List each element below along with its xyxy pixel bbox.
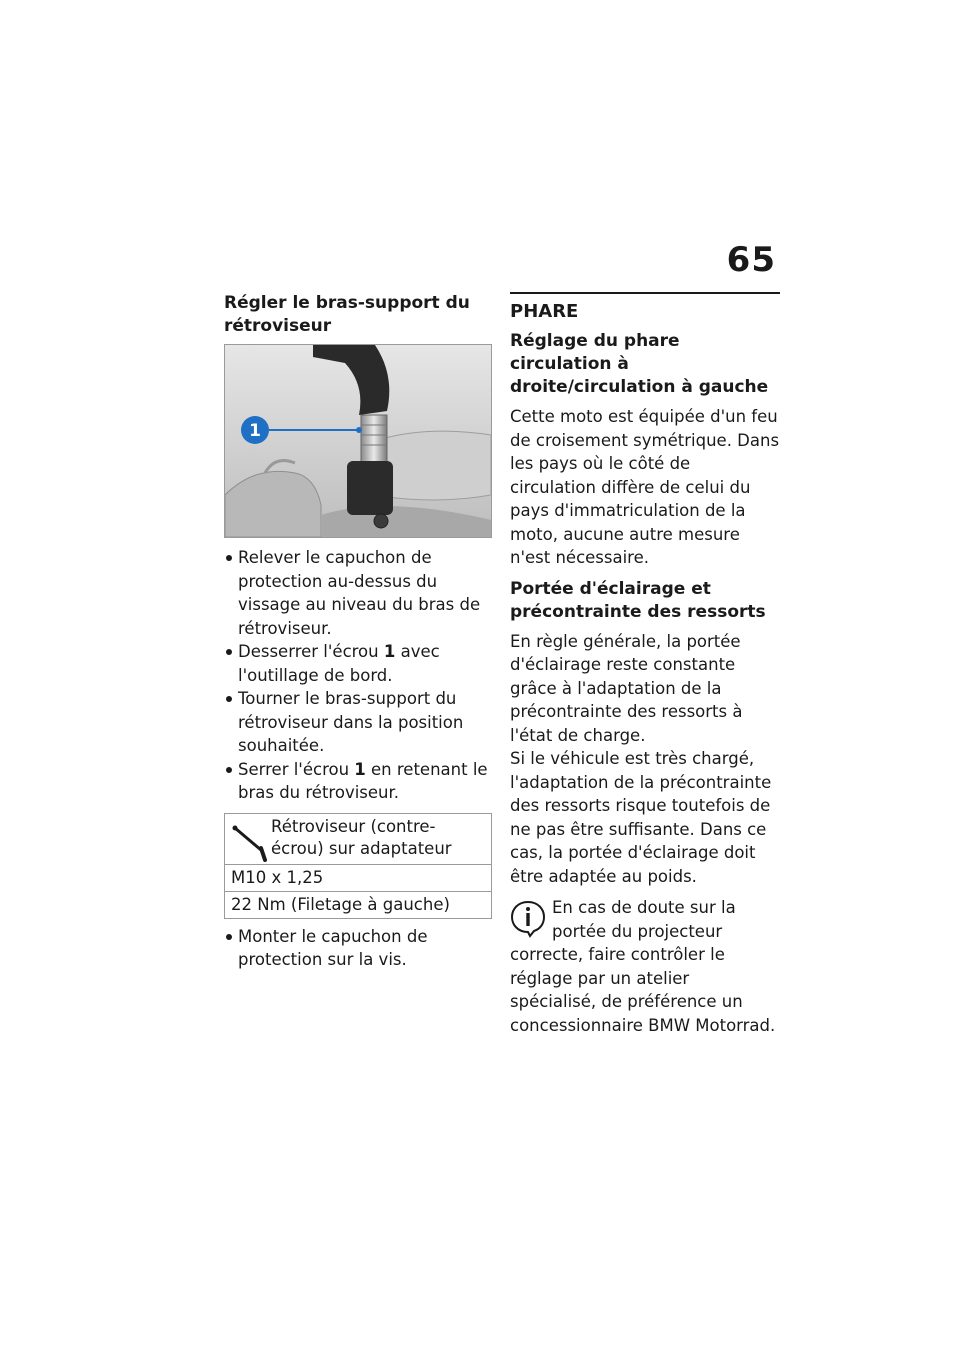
left-column	[224, 292, 492, 980]
mirror-final-step	[224, 925, 492, 972]
list-item: Serrer l'écrou 1 en retenant le bras du rétroviseur.	[224, 758, 492, 805]
right-column	[510, 292, 780, 1037]
beam-range-body-2: Si le véhicule est très chargé, l'adaptation de la précontrainte des ressorts risque toutefois de ne pas être suffisante. Dans ce cas, la portée d'éclairage doit être adaptée au poids.	[510, 749, 772, 886]
headlight-adjust-body: Cette moto est équipée d'un feu de croisement symétrique. Dans les pays où le côté de circulation diffère de celui du pays d'immatriculation de la moto, aucune autre mesure n'est nécessaire.	[510, 407, 780, 567]
mirror-arm-illustration	[225, 345, 491, 537]
beam-range-heading: Portée d'éclairage et précontrainte des ressorts	[510, 578, 766, 622]
note-text: En cas de doute sur la portée du projecteur correcte, faire contrôler le réglage par un atelier spécialisé, de préférence un concessionnaire BMW Motorrad.	[510, 898, 776, 1035]
mirror-arm-photo	[224, 344, 492, 538]
info-note	[510, 896, 780, 1037]
list-item: Relever le capuchon de protection au-dessus du vissage au niveau du bras de rétroviseur.	[224, 546, 492, 640]
spec-title: Rétroviseur (contre-écrou) sur adaptateur	[271, 816, 452, 858]
list-item: Tourner le bras-support du rétroviseur dans la position souhaitée.	[224, 687, 492, 758]
callout-number: 1	[249, 421, 261, 441]
section-title: PHARE	[510, 292, 780, 324]
list-item: Monter le capuchon de protection sur la vis.	[224, 925, 492, 972]
list-item: Desserrer l'écrou 1 avec l'outillage de bord.	[224, 640, 492, 687]
mirror-steps-list	[224, 546, 492, 805]
torque-spec-table	[224, 813, 492, 919]
mirror-arm-heading: Régler le bras-support du rétroviseur	[224, 293, 470, 336]
torque-wrench-icon	[231, 818, 271, 862]
beam-range-body-1: En règle générale, la portée d'éclairage reste constante grâce à l'adaptation de la précontrainte des ressorts à l'état de charge.	[510, 631, 743, 745]
headlight-adjust-heading: Réglage du phare circulation à droite/circulation à gauche	[510, 331, 769, 397]
spec-torque: 22 Nm (Filetage à gauche)	[225, 891, 492, 918]
spec-thread: M10 x 1,25	[225, 864, 492, 891]
info-icon	[508, 898, 548, 938]
page-number: 65	[726, 240, 776, 280]
